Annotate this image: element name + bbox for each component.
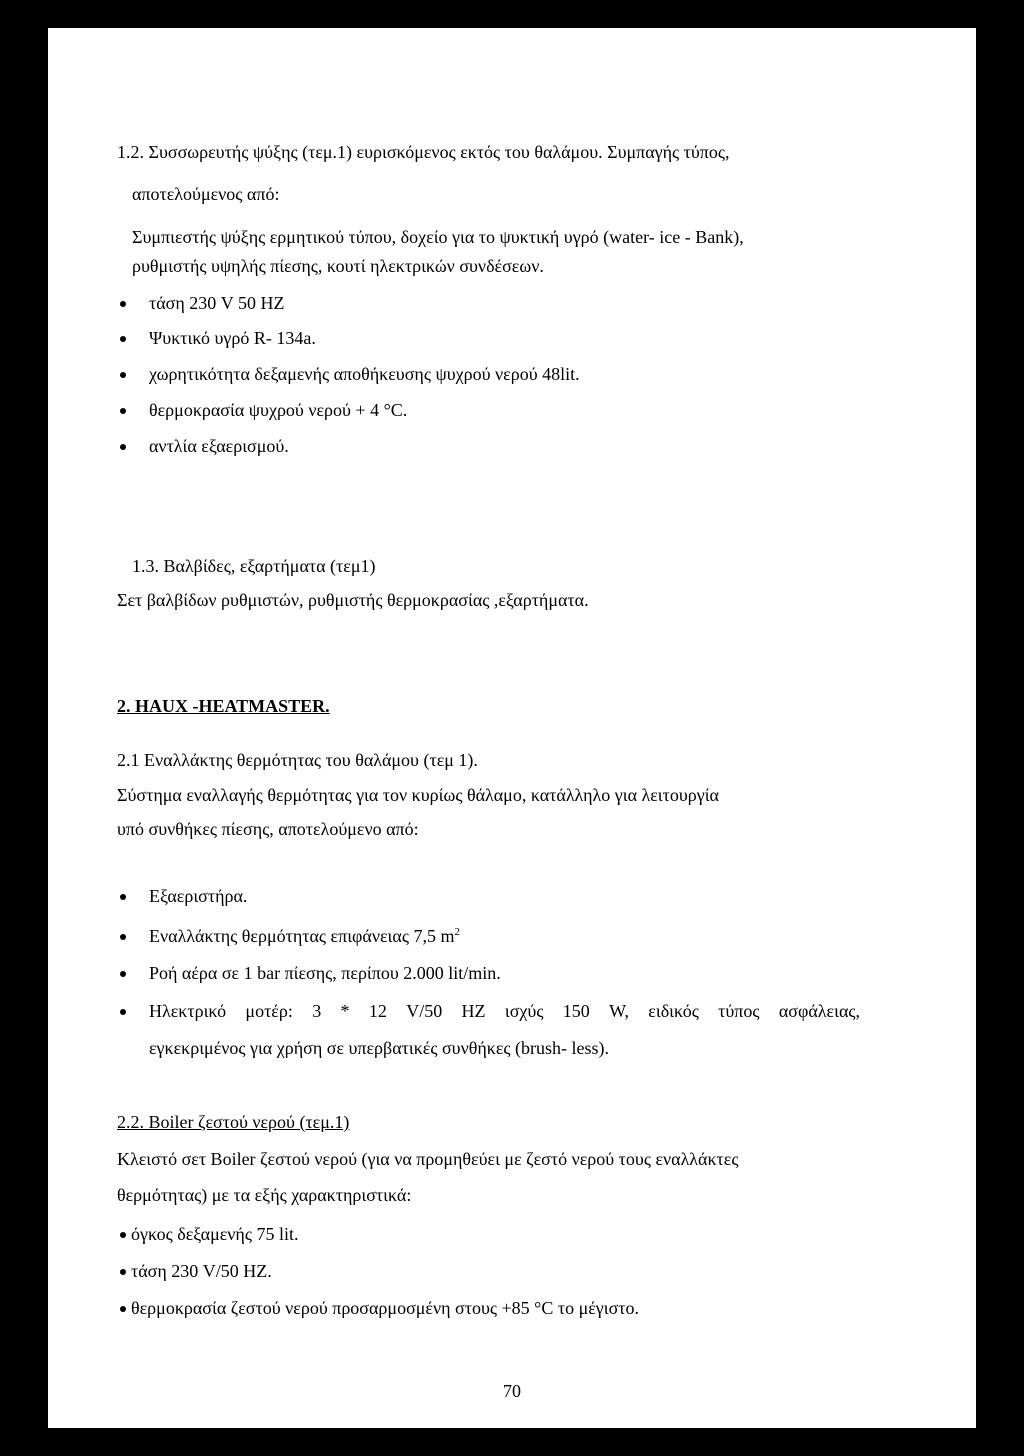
bullet-marker [120, 934, 126, 940]
bullet-marker [120, 408, 126, 414]
bullet-marker [120, 1009, 126, 1015]
section-1-2-bullet: χωρητικότητα δεξαμενής αποθήκευσης ψυχρού νερού 48lit. [149, 364, 580, 384]
section-1-3-text: Σετ βαλβίδων ρυθμιστών, ρυθμιστής θερμοκρασίας ,εξαρτήματα. [117, 590, 589, 610]
section-2-2-bullet: θερμοκρασία ζεστού νερού προσαρμοσμένη στους +85 °C το μέγιστο. [131, 1298, 640, 1318]
bullet-marker [120, 1306, 126, 1312]
section-2-1-bullet-4-line-1: Ηλεκτρικό μοτέρ: 3 * 12 V/50 HZ ισχύς 150 W, ειδικός τύπος ασφάλειας, [149, 1001, 860, 1021]
section-1-2-bullet: αντλία εξαερισμού. [149, 436, 289, 456]
section-1-2-line-2: αποτελούμενος από: [132, 184, 280, 204]
bullet-marker [120, 894, 126, 900]
bullet-marker [120, 372, 126, 378]
section-2-1-bullet-2 [149, 925, 460, 947]
section-2-1-bullet-4-line-2: εγκεκριμένος για χρήση σε υπερβατικές συνθήκες (brush- less). [149, 1038, 609, 1058]
section-2-1-line-1: Σύστημα εναλλαγής θερμότητας για τον κυρίως θάλαμο, κατάλληλο για λειτουργία [117, 785, 719, 805]
section-2-2-line-1: Κλειστό σετ Boiler ζεστού νερού (για να προμηθεύει με ζεστό νερού τους εναλλάκτες [117, 1149, 739, 1169]
bullet-marker [120, 444, 126, 450]
section-2-2-title: 2.2. Boiler ζεστού νερού (τεμ.1) [117, 1112, 350, 1132]
section-2-1-bullet-3: Ροή αέρα σε 1 bar πίεσης, περίπου 2.000 lit/min. [149, 963, 501, 983]
section-2-1-line-2: υπό συνθήκες πίεσης, αποτελούμενο από: [117, 819, 419, 839]
section-1-2-line-3: Συμπιεστής ψύξης ερμητικού τύπου, δοχείο για το ψυκτική υγρό (water- ice - Bank), [132, 227, 744, 247]
section-2-2-line-2: θερμότητας) με τα εξής χαρακτηριστικά: [117, 1185, 412, 1205]
bullet-marker [120, 971, 126, 977]
section-2-1-title: 2.1 Εναλλάκτης θερμότητας του θαλάμου (τεμ 1). [117, 750, 478, 770]
superscript: 2 [454, 926, 460, 938]
section-2-1-bullet-2-text: Εναλλάκτης θερμότητας επιφάνειας 7,5 m [149, 926, 455, 946]
section-1-3-title: 1.3. Βαλβίδες, εξαρτήματα (τεμ1) [132, 556, 376, 576]
section-2-1-bullet-1: Εξαεριστήρα. [149, 886, 248, 906]
section-2-2-bullet: όγκος δεξαμενής 75 lit. [131, 1224, 299, 1244]
section-1-2-bullet: θερμοκρασία ψυχρού νερού + 4 °C. [149, 400, 408, 420]
section-2-heading: 2. HAUX -HEATMASTER. [117, 696, 330, 716]
bullet-marker [120, 1232, 126, 1238]
bullet-marker [120, 301, 126, 307]
bullet-marker [120, 1269, 126, 1275]
bullet-marker [120, 336, 126, 342]
section-1-2-bullet: τάση 230 V 50 HZ [149, 293, 285, 313]
section-2-2-bullet: τάση 230 V/50 HZ. [131, 1261, 272, 1281]
section-1-2-bullet: Ψυκτικό υγρό R- 134a. [149, 328, 316, 348]
section-1-2-line-1: 1.2. Συσσωρευτής ψύξης (τεμ.1) ευρισκόμενος εκτός του θαλάμου. Συμπαγής τύπος, [117, 142, 730, 162]
section-1-2-line-4: ρυθμιστής υψηλής πίεσης, κουτί ηλεκτρικών συνδέσεων. [132, 256, 544, 276]
page-number: 70 [503, 1381, 521, 1401]
